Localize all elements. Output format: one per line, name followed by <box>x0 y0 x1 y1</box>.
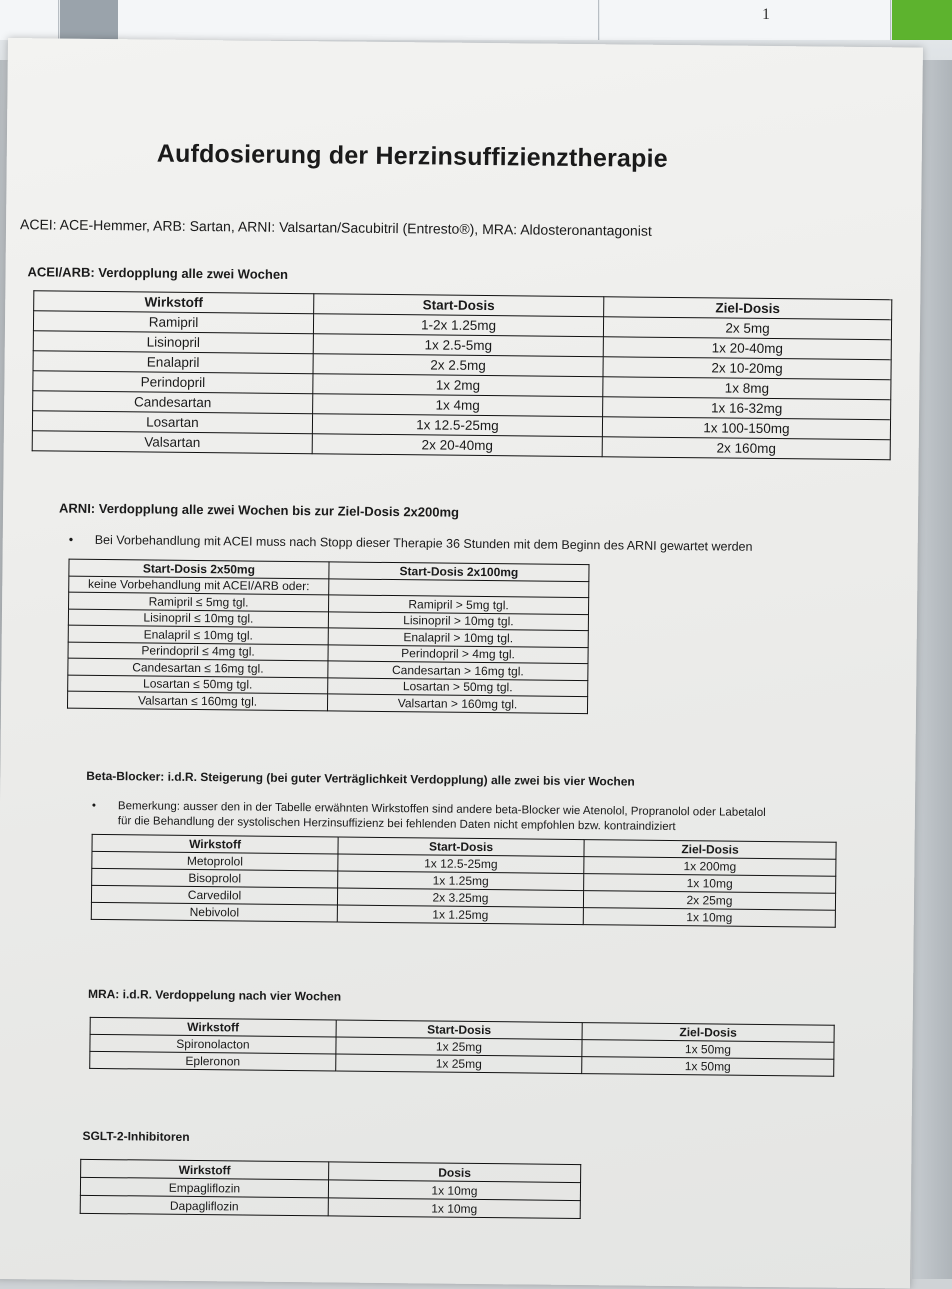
beta-note <box>91 799 766 836</box>
table-cell: Perindopril > 4mg tgl. <box>328 644 588 663</box>
table-cell: 1x 10mg <box>584 874 836 894</box>
column-header: Ziel-Dosis <box>584 840 836 860</box>
table-cell: 2x 5mg <box>603 317 891 340</box>
table-cell: 1x 10mg <box>583 908 835 928</box>
table-cell: Candesartan <box>33 391 313 414</box>
monitor-cell-selected <box>60 0 118 40</box>
monitor-cell <box>0 0 59 40</box>
table-cell: Candesartan ≤ 16mg tgl. <box>68 658 328 677</box>
table-cell: 1x 12.5-25mg <box>338 854 584 874</box>
table-cell: 1x 12.5-25mg <box>312 414 602 437</box>
table-cell: Enalapril <box>33 351 313 374</box>
table-cell: Nebivolol <box>91 902 337 922</box>
mra-table <box>89 1017 835 1077</box>
table-cell: 1x 2mg <box>313 374 603 397</box>
table-cell: 1x 25mg <box>336 1054 582 1074</box>
table-cell: 1x 8mg <box>603 377 891 400</box>
table-cell: Perindopril ≤ 4mg tgl. <box>68 642 328 661</box>
table-cell: 1x 1.25mg <box>338 871 584 891</box>
table-cell: 1x 50mg <box>582 1040 834 1060</box>
table-cell: Ramipril ≤ 5mg tgl. <box>69 592 329 611</box>
table-cell: keine Vorbehandlung mit ACEI/ARB oder: <box>69 576 329 595</box>
beta-table <box>91 834 837 928</box>
bullet-icon: • <box>68 532 74 547</box>
monitor-cell <box>600 0 891 40</box>
table-cell: 1x 100-150mg <box>602 417 890 440</box>
paper-sheet <box>0 38 923 1289</box>
table-cell: Ramipril > 5mg tgl. <box>329 595 589 614</box>
arni-note-text: Bei Vorbehandlung mit ACEI muss nach Stopp dieser Therapie 36 Stunden mit dem Beginn des ARNI gewartet werden <box>94 532 753 554</box>
table-cell: Losartan > 50mg tgl. <box>328 677 588 696</box>
mra-heading: MRA: i.d.R. Verdoppelung nach vier Wochen <box>87 986 342 1004</box>
monitor-page-number: 1 <box>762 6 770 23</box>
table-cell: Lisinopril <box>33 331 313 354</box>
table-cell: Perindopril <box>33 371 313 394</box>
table-row <box>80 1195 580 1218</box>
table-cell: Carvedilol <box>91 885 337 905</box>
table-cell: Losartan <box>32 411 312 434</box>
column-header: Ziel-Dosis <box>582 1023 834 1043</box>
table-cell: Enalapril ≤ 10mg tgl. <box>68 625 328 644</box>
bullet-icon: • <box>91 799 97 812</box>
table-cell: Spironolacton <box>90 1034 336 1054</box>
column-header: Start-Dosis 2x50mg <box>69 559 329 578</box>
table-cell: 1x 1.25mg <box>337 905 583 925</box>
table-cell: Epleronon <box>90 1051 336 1071</box>
table-cell: Losartan ≤ 50mg tgl. <box>68 675 328 694</box>
document-title: Aufdosierung der Herzinsuffizienztherapie <box>156 139 668 173</box>
table-cell: Lisinopril > 10mg tgl. <box>328 611 588 630</box>
table-cell: 2x 2.5mg <box>313 354 603 377</box>
acei-heading: ACEI/ARB: Verdopplung alle zwei Wochen <box>27 264 289 282</box>
beta-note-line2: für die Behandlung der systolischen Herzinsuffizienz bei fehlenden Daten nicht empfohlen bzw. kontraindiziert <box>117 815 676 834</box>
table-cell: 1-2x 1.25mg <box>313 314 603 337</box>
column-header: Ziel-Dosis <box>604 297 892 320</box>
table-cell: 1x 10mg <box>328 1198 580 1219</box>
table-cell: 2x 160mg <box>602 437 890 460</box>
table-cell: Valsartan <box>32 431 312 454</box>
table-cell: 1x 10mg <box>328 1180 580 1201</box>
column-header: Dosis <box>329 1162 581 1183</box>
abbreviations-line: ACEI: ACE-Hemmer, ARB: Sartan, ARNI: Valsartan/Sacubitril (Entresto®), MRA: Aldosteronantagonist <box>19 216 652 239</box>
sglt2-heading: SGLT-2-Inhibitoren <box>82 1128 190 1144</box>
table-cell: 1x 25mg <box>336 1037 582 1057</box>
table-cell: Valsartan ≤ 160mg tgl. <box>67 691 327 710</box>
monitor-green-block <box>892 0 952 40</box>
table-cell: 2x 25mg <box>583 891 835 911</box>
table-cell: Dapagliflozin <box>80 1195 328 1216</box>
table-cell: Metoprolol <box>92 851 338 871</box>
column-header: Wirkstoff <box>90 1017 336 1037</box>
table-cell: 1x 200mg <box>584 857 836 877</box>
column-header: Start-Dosis <box>314 294 604 317</box>
table-cell: Empagliflozin <box>80 1177 328 1198</box>
table-cell: Enalapril > 10mg tgl. <box>328 628 588 647</box>
arni-note <box>68 532 753 555</box>
arni-table <box>67 559 590 714</box>
table-cell: Bisoprolol <box>92 868 338 888</box>
monitor-cell <box>118 0 599 40</box>
table-cell: 1x 50mg <box>582 1057 834 1077</box>
table-cell: 1x 20-40mg <box>603 337 891 360</box>
sglt2-table <box>80 1159 582 1219</box>
table-cell: 1x 4mg <box>313 394 603 417</box>
table-cell: Candesartan > 16mg tgl. <box>328 661 588 680</box>
table-cell: 2x 10-20mg <box>603 357 891 380</box>
table-cell: Valsartan > 160mg tgl. <box>327 694 587 713</box>
arni-heading: ARNI: Verdopplung alle zwei Wochen bis zur Ziel-Dosis 2x200mg <box>59 500 460 520</box>
column-header: Wirkstoff <box>92 834 338 854</box>
table-cell: 2x 20-40mg <box>312 434 602 457</box>
table-cell: 2x 3.25mg <box>337 888 583 908</box>
table-cell: 1x 16-32mg <box>603 397 891 420</box>
beta-heading: Beta-Blocker: i.d.R. Steigerung (bei guter Verträglichkeit Verdopplung) alle zwei bis vier Wochen <box>86 768 635 789</box>
column-header: Wirkstoff <box>34 291 314 314</box>
table-cell: Lisinopril ≤ 10mg tgl. <box>68 609 328 628</box>
table-cell: 1x 2.5-5mg <box>313 334 603 357</box>
column-header: Wirkstoff <box>81 1159 329 1180</box>
column-header: Start-Dosis <box>336 1020 582 1040</box>
beta-note-line1: Bemerkung: ausser den in der Tabelle erwähnten Wirkstoffen sind andere beta-Blocker wie Atenolol, Propranolol oder Labetalol <box>117 800 766 819</box>
table-cell: Ramipril <box>33 311 313 334</box>
column-header: Start-Dosis 2x100mg <box>329 562 589 581</box>
column-header: Start-Dosis <box>338 837 584 857</box>
acei-table <box>32 290 893 460</box>
